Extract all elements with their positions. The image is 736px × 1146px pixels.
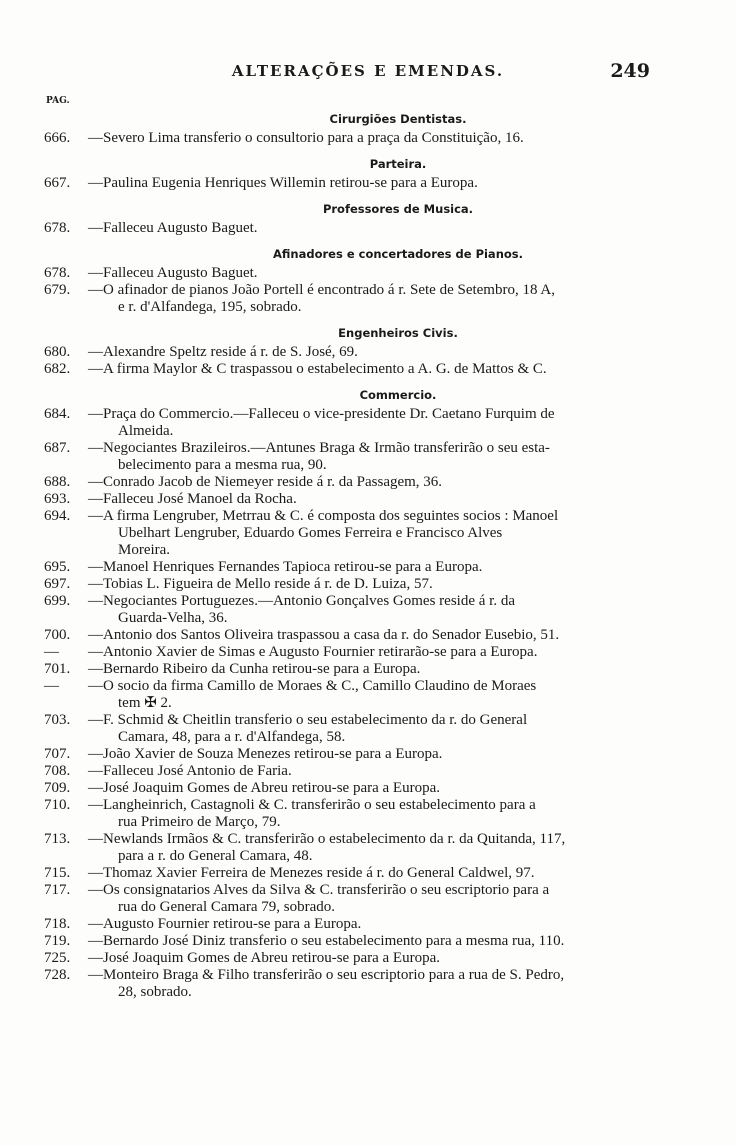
entry-text <box>88 491 702 508</box>
entry-text <box>88 406 702 440</box>
entry <box>0 406 736 440</box>
running-title: ALTERAÇÕES E EMENDAS. <box>231 62 505 80</box>
entry-text <box>88 763 702 780</box>
entry-text <box>88 361 702 378</box>
entry-number: 708. <box>44 763 71 779</box>
entry <box>0 593 736 627</box>
entry-text <box>88 220 702 237</box>
entry-number: 687. <box>44 440 71 456</box>
entry-line: —Negociantes Portuguezes.—Antonio Gonçalves Gomes reside á r. da <box>88 593 515 609</box>
entry-text <box>88 627 702 644</box>
section-heading: Professores de Musica. <box>322 202 474 216</box>
entry-line: —Falleceu Augusto Baguet. <box>88 265 258 281</box>
entry-text <box>88 865 702 882</box>
entry <box>0 882 736 916</box>
entry <box>0 491 736 508</box>
entry <box>0 344 736 361</box>
page-header <box>0 60 736 84</box>
entry-text <box>88 130 702 147</box>
entry <box>0 220 736 237</box>
section-heading: Afinadores e concertadores de Pianos. <box>273 247 523 261</box>
entry <box>0 265 736 282</box>
entry <box>0 967 736 1001</box>
entry-number: 684. <box>44 406 71 422</box>
entry <box>0 797 736 831</box>
section-heading: Engenheiros Civis. <box>338 326 458 340</box>
entry-continuation-line: Camara, 48, para a r. d'Alfandega, 58. <box>118 729 346 745</box>
entry <box>0 661 736 678</box>
entry-number: 678. <box>44 220 71 236</box>
entry-line: —João Xavier de Souza Menezes retirou-se para a Europa. <box>88 746 443 762</box>
entry-number: — <box>44 678 59 694</box>
entry-line: —O afinador de pianos João Portell é encontrado á r. Sete de Setembro, 18 A, <box>88 282 555 298</box>
entry-text <box>88 797 702 831</box>
entry-line: —Augusto Fournier retirou-se para a Europa. <box>88 916 362 932</box>
entry-number: 717. <box>44 882 71 898</box>
entry-text <box>88 678 702 712</box>
entry-line: —Falleceu Augusto Baguet. <box>88 220 258 236</box>
entry-line: —Paulina Eugenia Henriques Willemin retirou-se para a Europa. <box>88 175 478 191</box>
entry-number: 710. <box>44 797 71 813</box>
entry-line: —Thomaz Xavier Ferreira de Menezes reside á r. do General Caldwel, 97. <box>88 865 535 881</box>
entry <box>0 282 736 316</box>
entry-number: 678. <box>44 265 71 281</box>
entry-line: —A firma Maylor & C traspassou o estabelecimento a A. G. de Mattos & C. <box>88 361 547 377</box>
entry-continuation-line: Ubelhart Lengruber, Eduardo Gomes Ferreira e Francisco Alves <box>118 525 503 541</box>
entry-continuation-line: Almeida. <box>118 423 174 439</box>
entry-text <box>88 474 702 491</box>
entry-line: —José Joaquim Gomes de Abreu retirou-se para a Europa. <box>88 950 440 966</box>
entry-line: —Antonio Xavier de Simas e Augusto Fournier retirarão-se para a Europa. <box>88 644 538 660</box>
entry <box>0 831 736 865</box>
entry-number: 715. <box>44 865 71 881</box>
entry-line: —Falleceu José Antonio de Faria. <box>88 763 292 779</box>
page-number: 249 <box>610 60 650 82</box>
entry-number: 719. <box>44 933 71 949</box>
entry-continuation-line: rua do General Camara 79, sobrado. <box>118 899 336 915</box>
entry-number: 703. <box>44 712 71 728</box>
entry-number: 699. <box>44 593 71 609</box>
entry <box>0 361 736 378</box>
section-heading: Commercio. <box>359 388 437 402</box>
entry-text <box>88 344 702 361</box>
pag-label: PAG. <box>46 96 70 106</box>
entry-number: 679. <box>44 282 71 298</box>
entry-text <box>88 916 702 933</box>
entry-text <box>88 780 702 797</box>
entry-number: 688. <box>44 474 71 490</box>
entry-text <box>88 576 702 593</box>
entry-continuation-line: Moreira. <box>118 542 171 558</box>
entry-line: —José Joaquim Gomes de Abreu retirou-se para a Europa. <box>88 780 440 796</box>
entry-line: —Negociantes Brazileiros.—Antunes Braga & Irmão transferirão o seu esta- <box>88 440 550 456</box>
entry-continuation-line: para a r. do General Camara, 48. <box>118 848 313 864</box>
entry-text <box>88 644 702 661</box>
entry-line: —Conrado Jacob de Niemeyer reside á r. da Passagem, 36. <box>88 474 443 490</box>
entry-number: 728. <box>44 967 71 983</box>
entry-continuation-line: 28, sobrado. <box>118 984 192 1000</box>
entry-number: 697. <box>44 576 71 592</box>
entry <box>0 746 736 763</box>
entry-line: —Manoel Henriques Fernandes Tapioca retirou-se para a Europa. <box>88 559 483 575</box>
entry-continuation-line: rua Primeiro de Março, 79. <box>118 814 281 830</box>
entry-number: 701. <box>44 661 71 677</box>
entry-number: 695. <box>44 559 71 575</box>
entry-line: —Os consignatarios Alves da Silva & C. transferirão o seu escriptorio para a <box>88 882 550 898</box>
entry-continuation-line: Guarda-Velha, 36. <box>118 610 228 626</box>
entry-line: —Praça do Commercio.—Falleceu o vice-presidente Dr. Caetano Furquim de <box>88 406 555 422</box>
entry <box>0 474 736 491</box>
entry <box>0 678 736 712</box>
entry-text <box>88 882 702 916</box>
entry-text <box>88 950 702 967</box>
section-heading: Parteira. <box>369 157 427 171</box>
entry-text <box>88 593 702 627</box>
entry-line: —Langheinrich, Castagnoli & C. transferirão o seu estabelecimento para a <box>88 797 536 813</box>
entry-number: 713. <box>44 831 71 847</box>
entry-number: 667. <box>44 175 71 191</box>
entry-text <box>88 175 702 192</box>
entry-text <box>88 282 702 316</box>
entry-text <box>88 933 702 950</box>
entry <box>0 627 736 644</box>
entry <box>0 508 736 559</box>
entry-line: —Newlands Irmãos & C. transferirão o estabelecimento da r. da Quitanda, 117, <box>88 831 566 847</box>
entry <box>0 559 736 576</box>
entry-line: —Monteiro Braga & Filho transferirão o seu escriptorio para a rua de S. Pedro, <box>88 967 565 983</box>
entry-text <box>88 265 702 282</box>
entry <box>0 175 736 192</box>
entry-number: 666. <box>44 130 71 146</box>
entry-continuation-line: belecimento para a mesma rua, 90. <box>118 457 327 473</box>
entry-line: —A firma Lengruber, Metrrau & C. é composta dos seguintes socios : Manoel <box>88 508 559 524</box>
entry-text <box>88 508 702 559</box>
section-heading: Cirurgiões Dentistas. <box>329 112 467 126</box>
entry-line: —O socio da firma Camillo de Moraes & C., Camillo Claudino de Moraes <box>88 678 537 694</box>
entry-number: 707. <box>44 746 71 762</box>
entry-number: 694. <box>44 508 71 524</box>
entry-text <box>88 440 702 474</box>
entry <box>0 440 736 474</box>
entry-number: 693. <box>44 491 71 507</box>
entry-text <box>88 746 702 763</box>
entry-line: —Bernardo Ribeiro da Cunha retirou-se para a Europa. <box>88 661 421 677</box>
entry <box>0 763 736 780</box>
document-body <box>0 108 736 1007</box>
entry-line: —Antonio dos Santos Oliveira traspassou a casa da r. do Senador Eusebio, 51. <box>88 627 560 643</box>
entry <box>0 576 736 593</box>
entry <box>0 950 736 967</box>
entry-line: —Bernardo José Diniz transferio o seu estabelecimento para a mesma rua, 110. <box>88 933 565 949</box>
entry <box>0 780 736 797</box>
entry-line: —F. Schmid & Cheitlin transferio o seu estabelecimento da r. do General <box>88 712 528 728</box>
entry-text <box>88 967 702 1001</box>
entry-number: 718. <box>44 916 71 932</box>
entry-text <box>88 559 702 576</box>
entry <box>0 712 736 746</box>
entry-number: 682. <box>44 361 71 377</box>
entry <box>0 644 736 661</box>
entry <box>0 916 736 933</box>
entry <box>0 865 736 882</box>
entry-text <box>88 831 702 865</box>
entry-number: 725. <box>44 950 71 966</box>
entry-number: 680. <box>44 344 71 360</box>
entry-number: — <box>44 644 59 660</box>
entry-text <box>88 661 702 678</box>
entry-line: —Severo Lima transferio o consultorio para a praça da Constituição, 16. <box>88 130 524 146</box>
section-gap <box>0 1001 736 1007</box>
entry-number: 700. <box>44 627 71 643</box>
entry-text <box>88 712 702 746</box>
entry-continuation-line: e r. d'Alfandega, 195, sobrado. <box>118 299 302 315</box>
entry-number: 709. <box>44 780 71 796</box>
entry <box>0 130 736 147</box>
entry <box>0 933 736 950</box>
entry-line: —Tobias L. Figueira de Mello reside á r. de D. Luiza, 57. <box>88 576 433 592</box>
entry-continuation-line: tem ✠ 2. <box>118 695 172 711</box>
entry-line: —Falleceu José Manoel da Rocha. <box>88 491 297 507</box>
entry-line: —Alexandre Speltz reside á r. de S. José, 69. <box>88 344 358 360</box>
